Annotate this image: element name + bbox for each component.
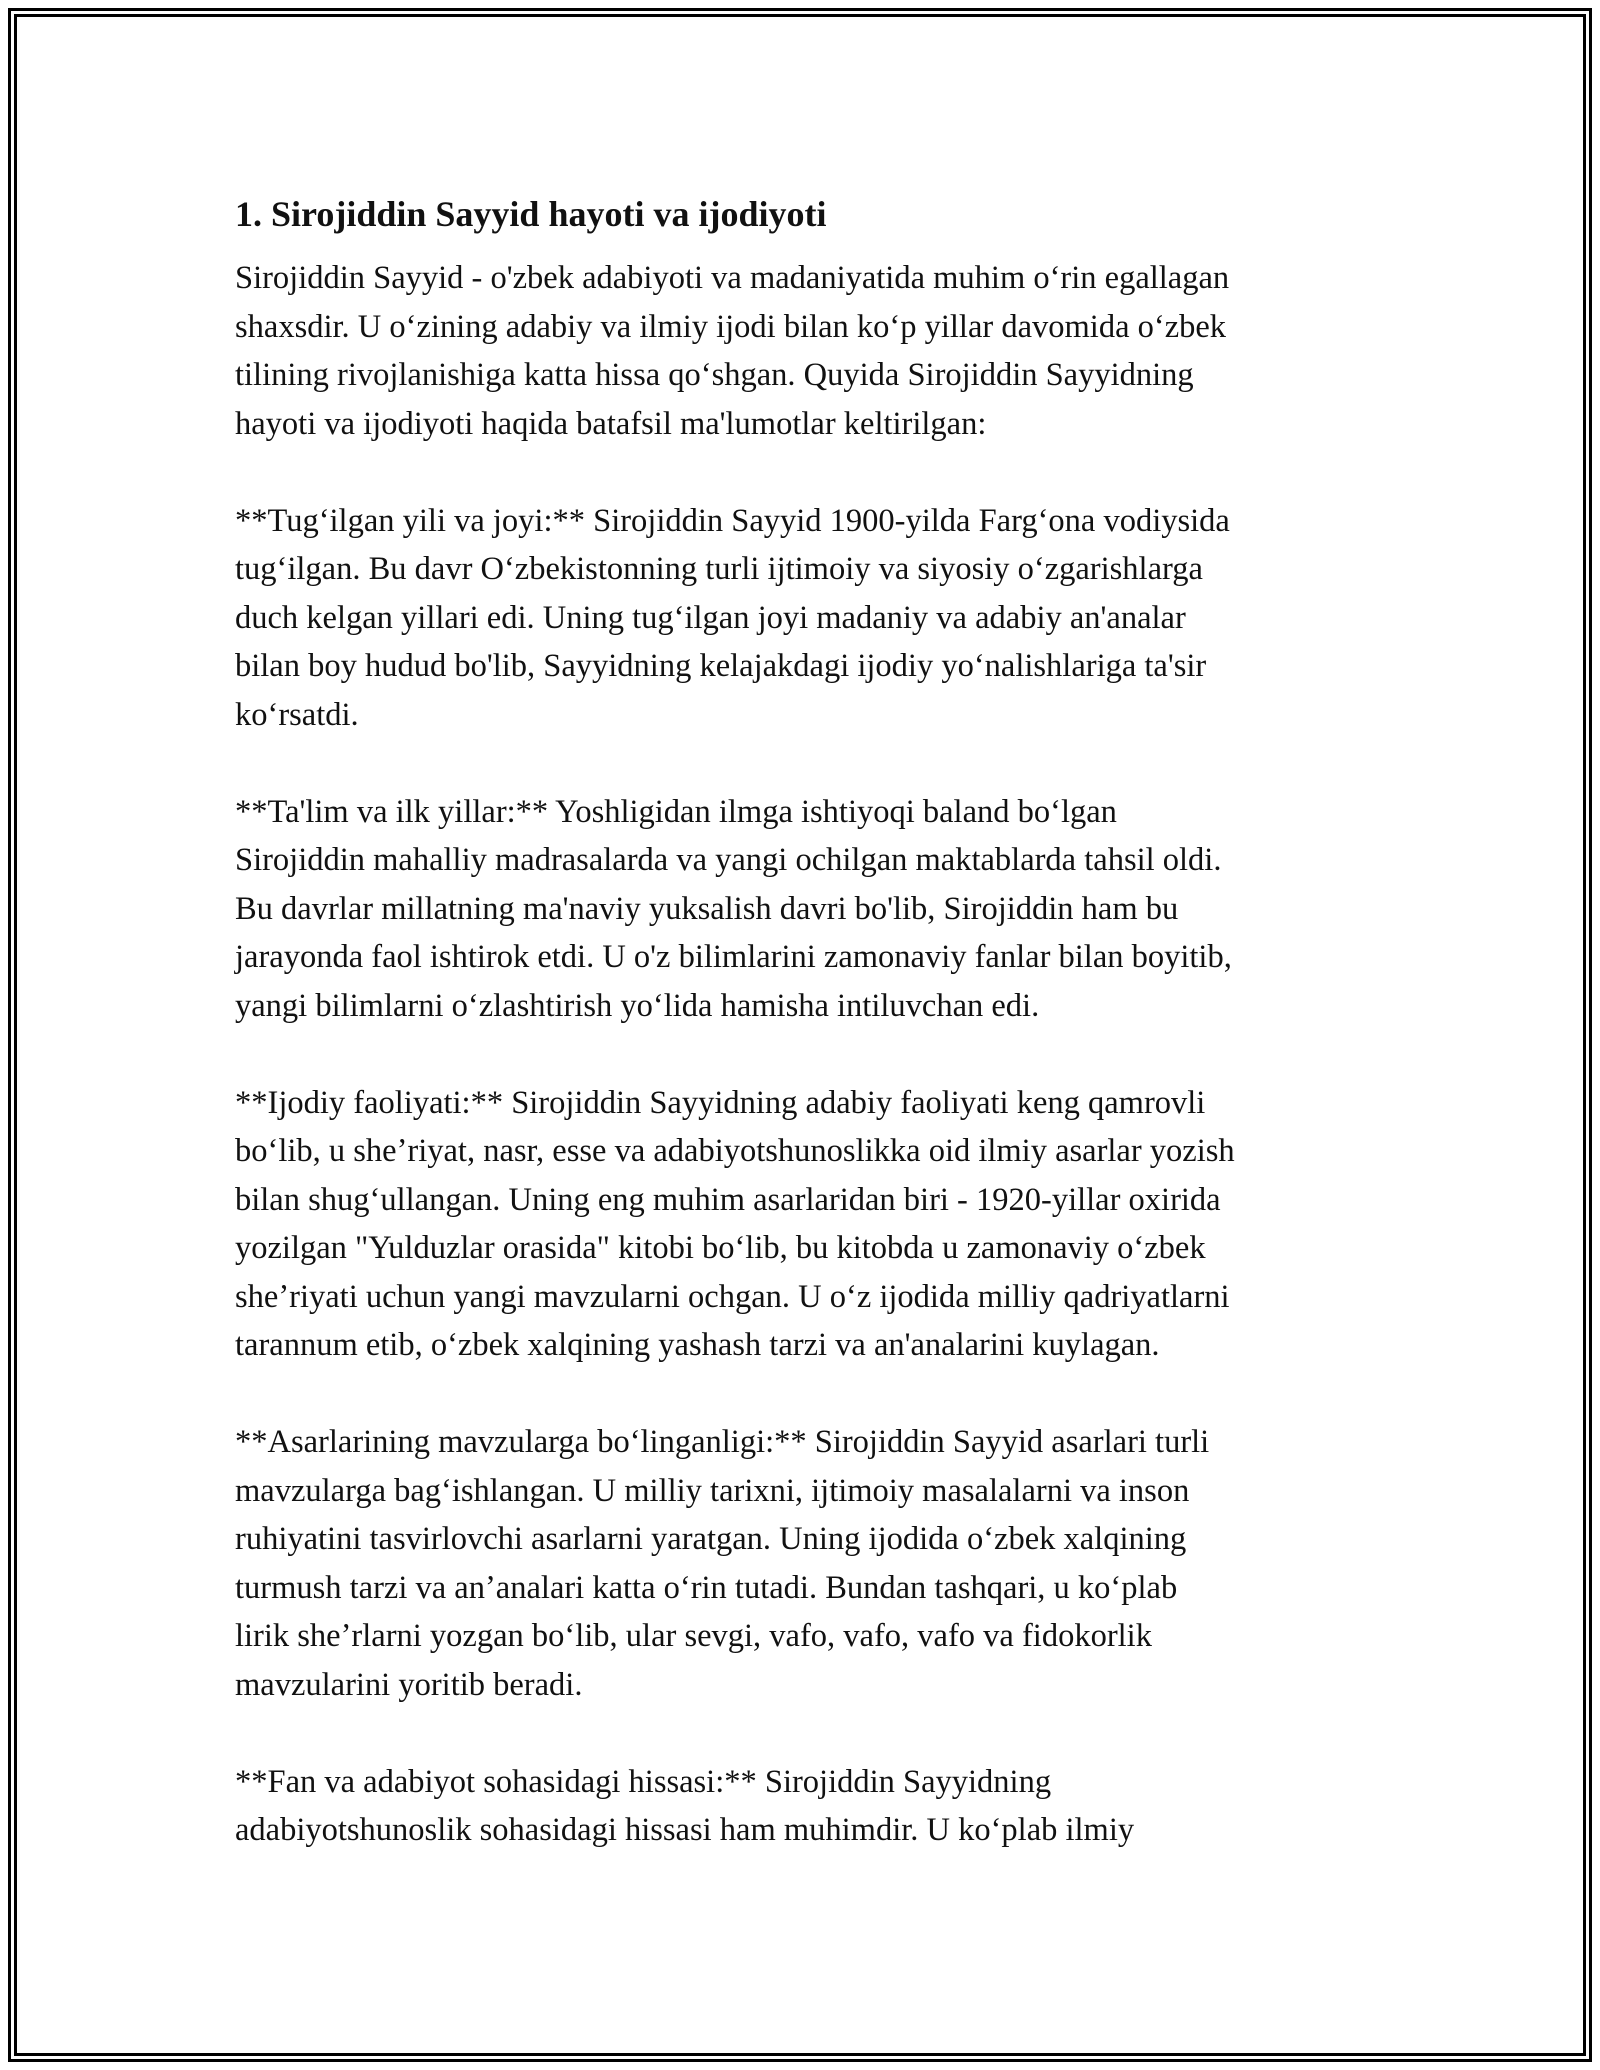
paragraph-line: Bu davrlar millatning ma'naviy yuksalish davri bo'lib, Sirojiddin ham bu: [235, 890, 1179, 927]
paragraph-line: Sirojiddin mahalliy madrasalarda va yangi ochilgan maktablarda tahsil oldi.: [235, 842, 1222, 878]
paragraph: [235, 1418, 1375, 1709]
paragraph: [235, 254, 1375, 448]
paragraph-line: bilan shugʻullangan. Uning eng muhim asarlaridan biri - 1920-yillar oxirida: [235, 1181, 1221, 1218]
paragraph-line: tarannum etib, oʻzbek xalqining yashash tarzi va an'analarini kuylagan.: [235, 1327, 1160, 1363]
paragraph-line: tilining rivojlanishiga katta hissa qoʻshgan. Quyida Sirojiddin Sayyidning: [235, 357, 1194, 393]
paragraph-line: **Ijodiy faoliyati:** Sirojiddin Sayyidning adabiy faoliyati keng qamrovli: [235, 1084, 1206, 1121]
paragraph-line: duch kelgan yillari edi. Uning tugʻilgan joyi madaniy va adabiy an'analar: [235, 599, 1186, 636]
paragraph-line: Sirojiddin Sayyid - o'zbek adabiyoti va madaniyatida muhim oʻrin egallagan: [235, 260, 1230, 296]
paragraph-line: bilan boy hudud bo'lib, Sayyidning kelajakdagi ijodiy yoʻnalishlariga ta'sir: [235, 648, 1207, 684]
paragraph-line: boʻlib, u sheʼriyat, nasr, esse va adabiyotshunoslikka oid ilmiy asarlar yozish: [235, 1133, 1235, 1169]
paragraph-line: turmush tarzi va anʼanalari katta oʻrin tutadi. Bundan tashqari, u koʻplab: [235, 1569, 1178, 1606]
paragraph-line: sheʼriyati uchun yangi mavzularni ochgan. U oʻz ijodida milliy qadriyatlarni: [235, 1278, 1230, 1315]
paragraph-line: shaxsdir. U oʻzining adabiy va ilmiy ijodi bilan koʻp yillar davomida oʻzbek: [235, 308, 1227, 345]
paragraph-line: **Tugʻilgan yili va joyi:** Sirojiddin Sayyid 1900-yilda Fargʻona vodiysida: [235, 502, 1230, 539]
paragraph-line: **Fan va adabiyot sohasidagi hissasi:** Sirojiddin Sayyidning: [235, 1763, 1052, 1800]
paragraph-line: **Asarlarining mavzularga boʻlinganligi:** Sirojiddin Sayyid asarlari turli: [235, 1424, 1210, 1460]
paragraph-line: ruhiyatini tasvirlovchi asarlarni yaratgan. Uning ijodida oʻzbek xalqining: [235, 1521, 1187, 1557]
paragraph: [235, 1758, 1375, 1855]
paragraph-line: yozilgan "Yulduzlar orasida" kitobi boʻlib, bu kitobda u zamonaviy oʻzbek: [235, 1230, 1206, 1266]
paragraph-line: lirik sheʼrlarni yozgan boʻlib, ular sevgi, vafo, vafo, vafo va fidokorlik: [235, 1618, 1152, 1654]
paragraph: [235, 1079, 1375, 1370]
paragraph-line: mavzularini yoritib beradi.: [235, 1666, 583, 1703]
paragraph-line: **Ta'lim va ilk yillar:** Yoshligidan ilmga ishtiyoqi baland boʻlgan: [235, 793, 1117, 830]
paragraph-line: yangi bilimlarni oʻzlashtirish yoʻlida hamisha intiluvchan edi.: [235, 987, 1040, 1024]
paragraph-line: koʻrsatdi.: [235, 696, 359, 733]
paragraph-line: jarayonda faol ishtirok etdi. U o'z bilimlarini zamonaviy fanlar bilan boyitib,: [235, 939, 1232, 975]
paragraph-line: tugʻilgan. Bu davr Oʻzbekistonning turli ijtimoiy va siyosiy oʻzgarishlarga: [235, 551, 1203, 587]
paragraph: [235, 497, 1375, 740]
paragraph-list: [235, 254, 1375, 1855]
paragraph-line: mavzularga bagʻishlangan. U milliy tarixni, ijtimoiy masalalarni va inson: [235, 1472, 1190, 1509]
page-title: 1. Sirojiddin Sayyid hayoti va ijodiyoti: [235, 194, 827, 234]
paragraph-line: adabiyotshunoslik sohasidagi hissasi ham muhimdir. U koʻplab ilmiy: [235, 1812, 1135, 1848]
document-body: [235, 186, 1375, 1903]
paragraph-line: hayoti va ijodiyoti haqida batafsil ma'lumotlar keltirilgan:: [235, 405, 987, 442]
paragraph: [235, 788, 1375, 1031]
